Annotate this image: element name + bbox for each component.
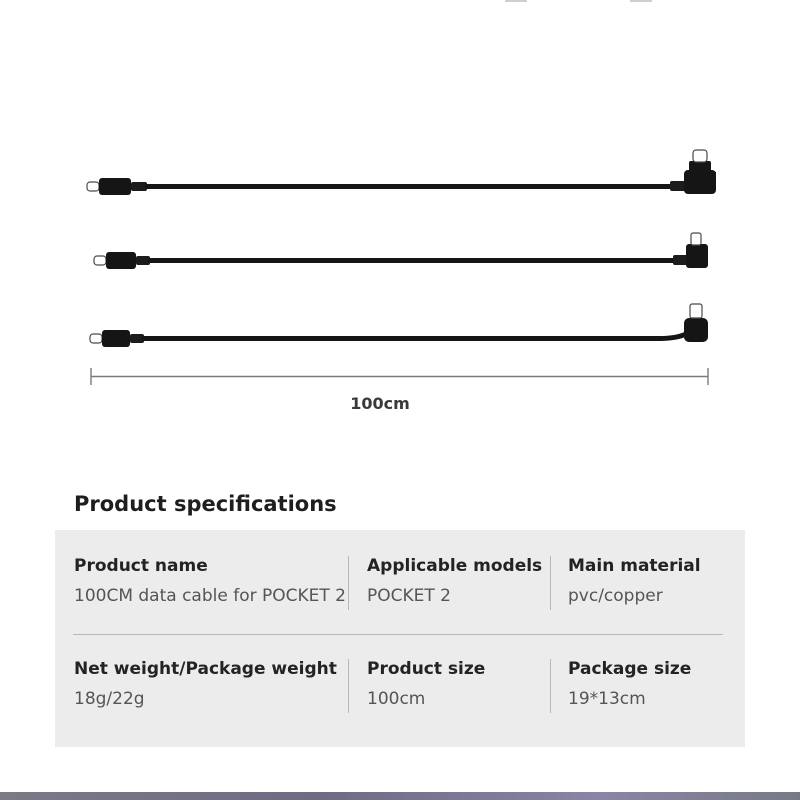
connector-housing-left bbox=[99, 178, 131, 195]
lightning-plug-right bbox=[691, 233, 701, 245]
right-angle-housing-body bbox=[684, 318, 708, 342]
spec-row bbox=[55, 655, 745, 725]
column-divider bbox=[550, 659, 551, 713]
spec-value: 19*13cm bbox=[568, 689, 646, 709]
dimension-label: 100cm bbox=[350, 394, 410, 413]
spec-value: pvc/copper bbox=[568, 586, 663, 606]
usb-c-plug-right bbox=[693, 150, 707, 162]
spec-product-name bbox=[74, 552, 346, 622]
column-divider bbox=[348, 556, 349, 610]
spec-key: Net weight/Package weight bbox=[74, 659, 337, 679]
spec-key: Main material bbox=[568, 556, 701, 576]
spec-key: Product name bbox=[74, 556, 208, 576]
spec-panel bbox=[55, 530, 745, 747]
cable-wire bbox=[144, 334, 686, 339]
spec-key: Package size bbox=[568, 659, 692, 679]
bottom-edge-strip bbox=[0, 792, 800, 800]
usb-c-to-micro-usb-cable bbox=[90, 304, 708, 347]
strain-relief-right bbox=[670, 181, 686, 191]
spec-value: 100CM data cable for POCKET 2 bbox=[74, 586, 346, 606]
column-divider bbox=[550, 556, 551, 610]
section-title: Product specifications bbox=[74, 492, 337, 516]
dimension-line bbox=[91, 368, 708, 385]
spec-applicable-models bbox=[367, 552, 552, 622]
spec-weight bbox=[74, 655, 346, 725]
spec-product-size bbox=[367, 655, 552, 725]
usb-c-plug-left bbox=[87, 182, 99, 191]
spec-main-material bbox=[568, 552, 738, 622]
connector-housing-left bbox=[106, 252, 136, 269]
spec-value: POCKET 2 bbox=[367, 586, 451, 606]
column-divider bbox=[348, 659, 349, 713]
right-angle-housing-body bbox=[684, 170, 716, 194]
spec-key: Product size bbox=[367, 659, 486, 679]
spec-key: Applicable models bbox=[367, 556, 543, 576]
spec-package-size bbox=[568, 655, 738, 725]
usb-c-to-lightning-cable bbox=[94, 233, 708, 269]
spec-value: 100cm bbox=[367, 689, 426, 709]
right-angle-housing-body bbox=[686, 244, 708, 268]
usb-c-plug-left bbox=[94, 256, 106, 265]
connector-housing-left bbox=[102, 330, 130, 347]
spec-value: 18g/22g bbox=[74, 689, 145, 709]
micro-usb-plug-right bbox=[690, 304, 702, 318]
row-divider bbox=[73, 634, 723, 635]
spec-row bbox=[55, 552, 745, 622]
usb-c-to-usb-c-cable bbox=[87, 150, 716, 195]
usb-c-plug-left bbox=[90, 334, 102, 343]
